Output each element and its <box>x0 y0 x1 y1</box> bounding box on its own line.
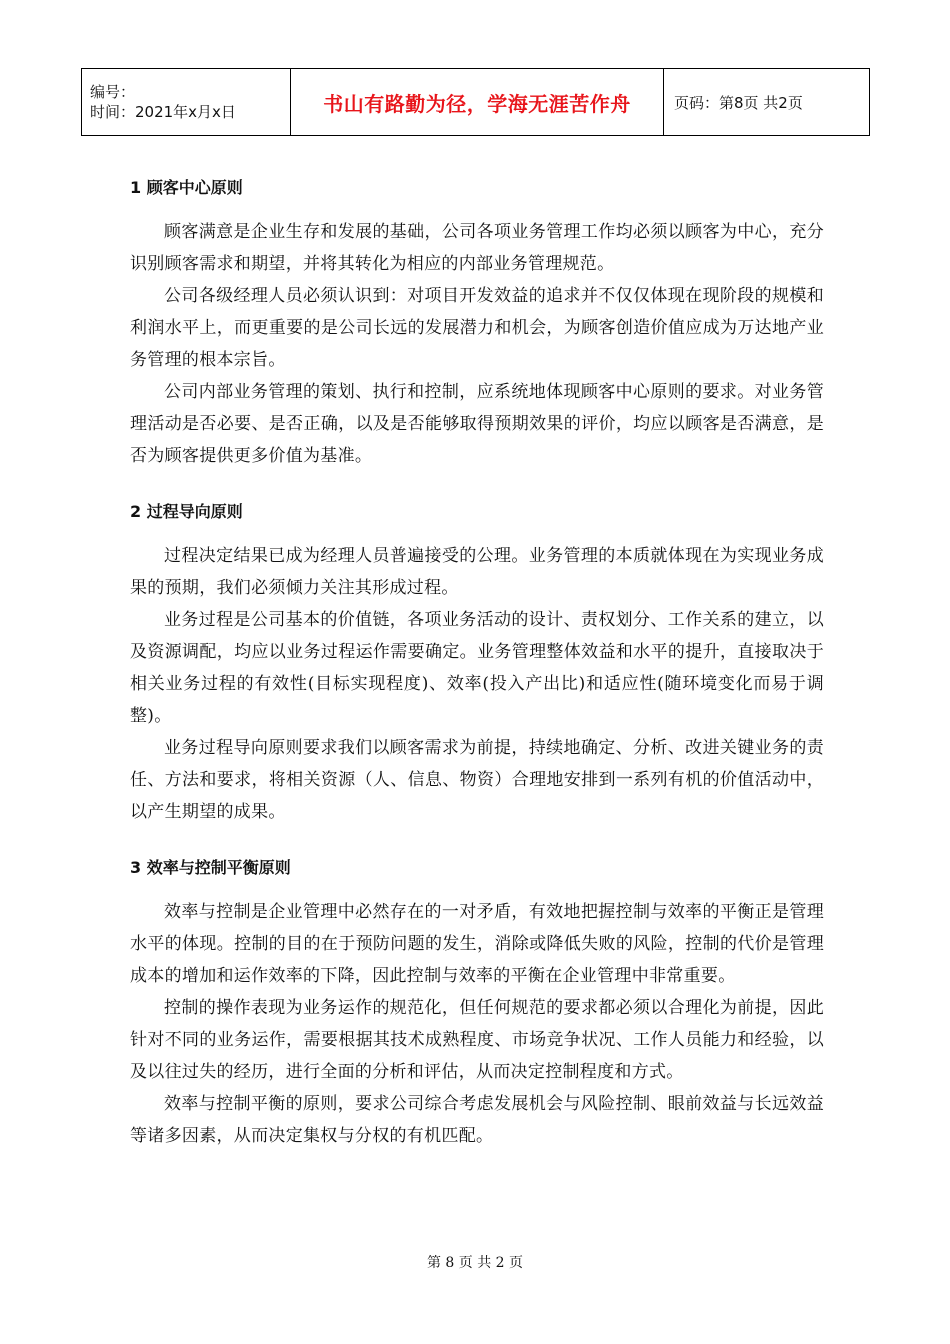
section-heading: 1 顾客中心原则 <box>130 178 243 197</box>
paragraph: 公司各级经理人员必须认识到：对项目开发效益的追求并不仅仅体现在现阶段的规模和利润水平上，而更重要的是公司长远的发展潜力和机会，为顾客创造价值应成为万达地产业务管理的根本宗旨。 <box>130 286 824 370</box>
document-number-label: 编号： <box>90 83 136 101</box>
paragraph: 业务过程导向原则要求我们以顾客需求为前提，持续地确定、分析、改进关键业务的责任、方法和要求，将相关资源（人、信息、物资）合理地安排到一系列有机的价值活动中，以产生期望的成果。 <box>130 738 824 822</box>
header-page-info: 页码：第8页 共2页 <box>664 69 870 136</box>
page-footer: 第 8 页 共 2 页 <box>426 1255 524 1271</box>
paragraph: 顾客满意是企业生存和发展的基础，公司各项业务管理工作均必须以顾客为中心，充分识别顾客需求和期望，并将其转化为相应的内部业务管理规范。 <box>130 222 824 274</box>
paragraph: 公司内部业务管理的策划、执行和控制，应系统地体现顾客中心原则的要求。对业务管理活动是否必要、是否正确，以及是否能够取得预期效果的评价，均应以顾客是否满意，是否为顾客提供更多价值为基准。 <box>130 382 824 466</box>
paragraph: 效率与控制平衡的原则，要求公司综合考虑发展机会与风险控制、眼前效益与长远效益等诸多因素，从而决定集权与分权的有机匹配。 <box>130 1094 824 1146</box>
section-heading: 2 过程导向原则 <box>130 502 243 521</box>
section-heading: 3 效率与控制平衡原则 <box>130 858 291 877</box>
header-meta-cell <box>82 69 291 136</box>
document-body <box>130 168 824 1152</box>
document-header <box>81 68 870 136</box>
header-motto: 书山有路勤为径，学海无涯苦作舟 <box>291 69 664 136</box>
paragraph: 效率与控制是企业管理中必然存在的一对矛盾，有效地把握控制与效率的平衡正是管理水平的体现。控制的目的在于预防问题的发生，消除或降低失败的风险，控制的代价是管理成本的增加和运作效率的下降，因此控制与效率的平衡在企业管理中非常重要。 <box>130 902 824 986</box>
paragraph: 业务过程是公司基本的价值链，各项业务活动的设计、责权划分、工作关系的建立，以及资源调配，均应以业务过程运作需要确定。业务管理整体效益和水平的提升，直接取决于相关业务过程的有效性(目标实现程度)、效率(投入产出比)和适应性(随环境变化而易于调整)。 <box>130 610 824 726</box>
paragraph: 控制的操作表现为业务运作的规范化，但任何规范的要求都必须以合理化为前提，因此针对不同的业务运作，需要根据其技术成熟程度、市场竞争状况、工作人员能力和经验，以及以往过失的经历，进行全面的分析和评估，从而决定控制程度和方式。 <box>130 998 824 1082</box>
document-time-label: 时间：2021年x月x日 <box>90 103 236 121</box>
paragraph: 过程决定结果已成为经理人员普遍接受的公理。业务管理的本质就体现在为实现业务成果的预期，我们必须倾力关注其形成过程。 <box>130 546 824 598</box>
